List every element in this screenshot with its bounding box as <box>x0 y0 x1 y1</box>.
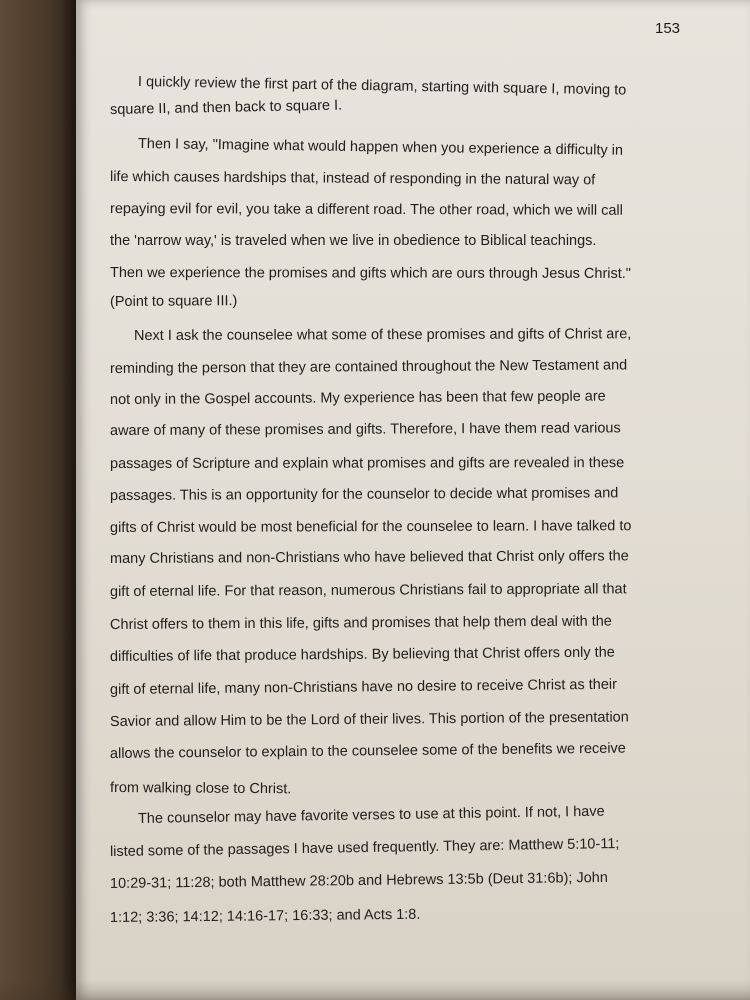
text-line: not only in the Gospel accounts. My experience has been that few people are <box>109 388 606 408</box>
text-line: many Christians and non-Christians who have believed that Christ only offers the <box>109 548 629 567</box>
text-line: allows the counselor to explain to the counselee some of the benefits we receive <box>109 740 626 762</box>
text-line: life which causes hardships that, instead of responding in the natural way of <box>109 169 596 189</box>
page-bottom-shading <box>0 980 750 1000</box>
text-line: listed some of the passages I have used frequently. They are: Matthew 5:10-11; <box>109 835 620 860</box>
text-line: reminding the person that they are contained throughout the New Testament and <box>109 357 628 377</box>
text-line: I quickly review the first part of the diagram, starting with square I, moving to <box>137 74 627 99</box>
text-line: from walking close to Christ. <box>109 780 292 798</box>
text-line: Then I say, "Imagine what would happen when you experience a difficulty in <box>137 136 624 159</box>
page-number: 153 <box>655 20 681 37</box>
text-line: Savior and allow Him to be the Lord of their lives. This portion of the presentation <box>109 709 629 730</box>
text-line: gifts of Christ would be most beneficial for the counselee to learn. I have talked to <box>109 518 632 536</box>
book-page <box>76 0 750 1000</box>
text-line: repaying evil for evil, you take a different road. The other road, which we will call <box>109 201 623 219</box>
text-line: square II, and then back to square I. <box>109 97 343 118</box>
text-line: difficulties of life that produce hardships. By believing that Christ offers only the <box>109 644 615 665</box>
text-line: passages. This is an opportunity for the counselor to decide what promises and <box>109 485 619 504</box>
text-line: gift of eternal life. For that reason, numerous Christians fail to appropriate all that <box>109 581 627 600</box>
text-line: aware of many of these promises and gifts. Therefore, I have them read various <box>109 420 621 439</box>
text-line: passages of Scripture and explain what promises and gifts are revealed in these <box>109 455 625 472</box>
text-line: Christ offers to them in this life, gifts and promises that help them deal with the <box>109 613 612 633</box>
text-line: Next I ask the counselee what some of these promises and gifts of Christ are, <box>133 326 632 344</box>
text-line: the 'narrow way,' is traveled when we live in obedience to Biblical teachings. <box>110 233 597 249</box>
text-line: gift of eternal life, many non-Christians have no desire to receive Christ as their <box>109 676 617 698</box>
text-line: 10:29-31; 11:28; both Matthew 28:20b and Hebrews 13:5b (Deut 31:6b); John <box>109 869 608 892</box>
text-line: Then we experience the promises and gifts which are ours through Jesus Christ." <box>109 265 631 282</box>
text-line: 1:12; 3:36; 14:12; 14:16-17; 16:33; and Acts 1:8. <box>109 906 421 926</box>
text-line: (Point to square III.) <box>109 293 238 310</box>
text-line: The counselor may have favorite verses to use at this point. If not, I have <box>137 803 605 827</box>
